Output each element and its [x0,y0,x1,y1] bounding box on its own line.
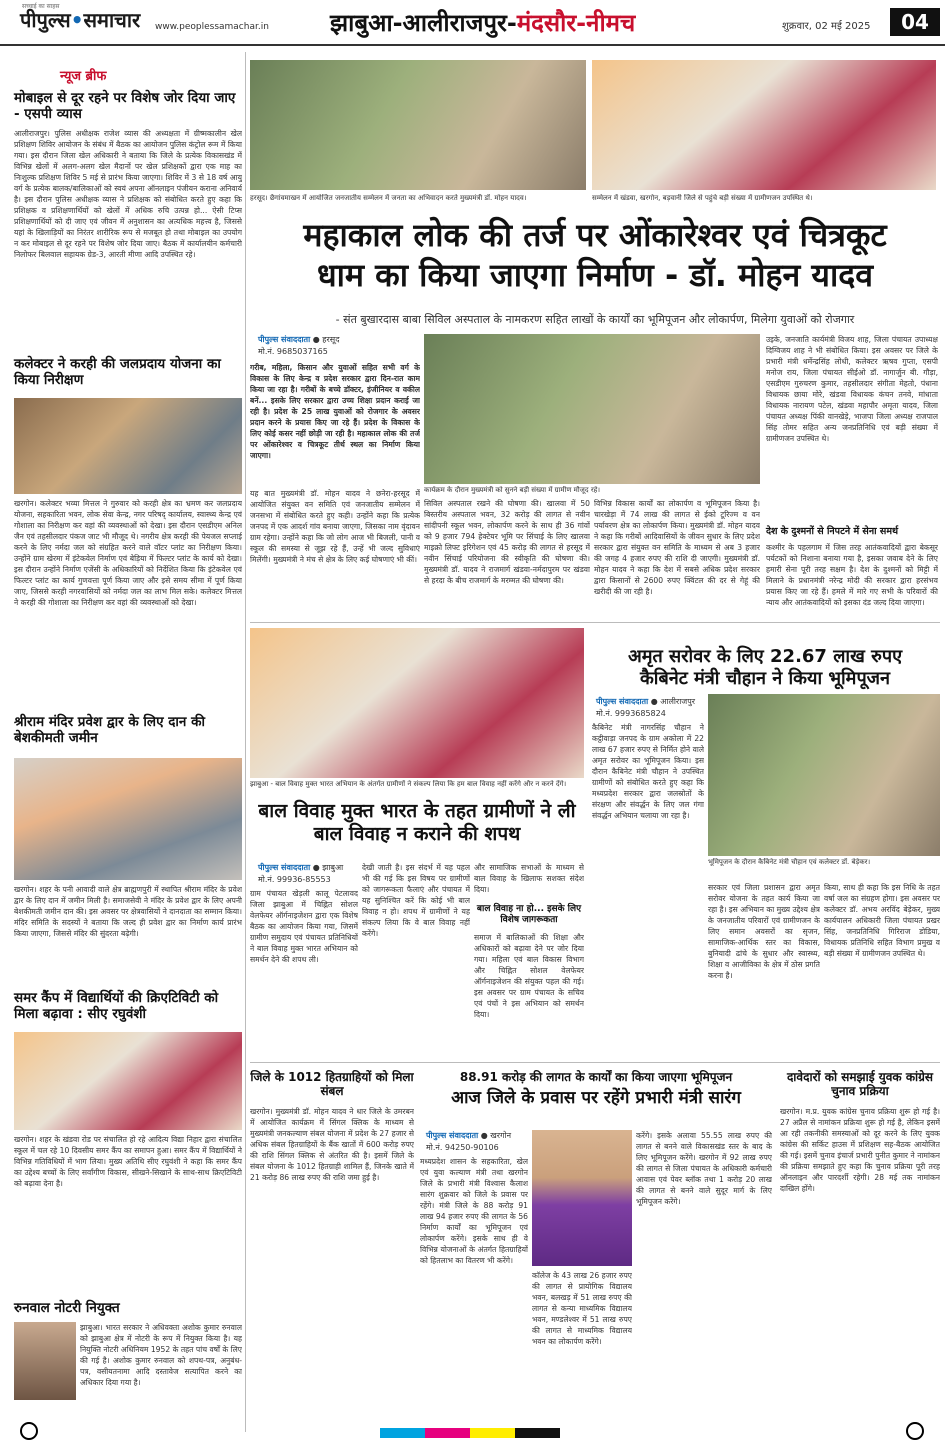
mobile-number: मो.नं. 94250-90106 [426,1143,499,1152]
prabhari-col3: करेंगे। इसके अलावा 55.55 लाख रुपए की लागत से बनने वाले विकासखंड स्तर के बाद के लिए भूमिपूजन करेंगे। खरगोन में 92 लाख रुपए की लागत से जिला पंचायत के अधिकारी कर्मचारी आवास एवं पेवर ब्लॉक तथा 1 करोड़ 20 लाख की लागत से बनने वाले सुदूर मार्ग के लिए भूमिपूजन करेंगे। [636,1131,772,1206]
amrit-headline-line2: कैबिनेट मंत्री चौहान ने किया भूमिपूजन [639,667,891,689]
story-photo [14,758,242,880]
story-headline[interactable]: मोबाइल से दूर रहने पर विशेष जोर दिया जाए - एसपी व्यास [14,90,236,123]
region-highlight: मंदसौर-नीमच [516,9,636,37]
section-divider [250,622,940,623]
lead-headline-line2: धाम का किया जाएगा निर्माण - डॉ. मोहन यादव [316,256,874,294]
column-divider [245,52,246,1432]
byline-place: हरसूद [322,335,340,344]
lead-headline[interactable] [250,215,940,295]
photo-caption: कार्यक्रम के दौरान मुख्यमंत्री को सुनने बड़ी संख्या में ग्रामीण मौजूद रहे। [424,486,601,494]
mobile-number: मो.नं. 99936-85553 [258,875,331,884]
sidebox-body: कश्मीर के पहलगाम में जिस तरह आतंकवादियों द्वारा बेकसूर पर्यटकों को निशाना बनाया गया है, इसका जवाब देने के लिए हमारी सेना पूरी तरह सक्षम है। देश के दुश्मनों को मिट्टी में मिलाने के प्रधानमंत्री नरेन्द्र मोदी की सरकार द्वारा हरसंभव प्रयास किए जा रहे हैं। हमले में मारे गए सभी के परिवारों की न्याय और आतंकवादियों को इसका दंड जल्द दिया जाएगा। [766,543,938,607]
website-link[interactable]: www.peoplessamachar.in [155,22,269,32]
child-marriage-photo [250,628,584,778]
story-photo [14,1032,242,1130]
mobile-number: मो.नं. 9685037165 [258,347,328,356]
story-photo [14,398,242,494]
photo-caption: हरसूद। छैगांवमाखन में आयोजित जनजातीय सम्मेलन में जनता का अभिवादन करते मुख्यमंत्री डॉ. मोहन यादव। [250,194,527,202]
byline-org: पीपुल्स संवाददाता [258,863,311,872]
lead-body-col1: यह बात मुख्यमंत्री डॉ. मोहन यादव ने छनेरा-हरसूद में आयोजित संयुक्त वन समिति एवं जनजातीय सम्मेलन में जनसभा में संबोधित करते हुए कही। उन्होंने कहा कि प्रत्येक जनपद में एक आदर्श गांव बनाया जाएगा, जिसका नाम वृंदावन ग्राम रहेगा। उन्होंने कहा कि जो लोग आज भी बिजली, पानी व स्कूल की समस्या से जूझ रहे हैं, उन्हें भी जल्द सुविधाएं मिलेंगी। मुख्यमंत्री ने मंच से क्षेत्र के लिए कई घोषणाएं भी कीं। [250,489,420,564]
child-marriage-box-body: समाज में बालिकाओं की शिक्षा और अधिकारों को बढ़ावा देने पर जोर दिया गया। महिला एवं बाल विकास विभाग और चिह्नित सोशल वेलफेयर ऑर्गनाइजेशन की संयुक्त पहल की गई। इस अवसर पर ग्राम पंचायत के सचिव एवं पंचों ने इस अभियान को समर्थन दिया। [474,933,584,1019]
lead-body-col4: उइके, जनजाति कार्यमंत्री विजय शाह, जिला पंचायत उपाध्यक्ष दिग्विजय शाह ने भी संबोधित किया। इस अवसर पर जिले के प्रभारी मंत्री धर्मेन्द्रसिंह लोधी, कलेक्टर ऋषव गुप्ता, एसपी मनोज राय, जिला पंचायत सीईओ डॉ. नागार्जुन बी. गौड़ा, एसडीएम गुरुचरण कुमार, तहसीलदार संगीता मेहतो, पंधाना विधायक छाया मोरे, खंडवा विधायक कंचन तनवे, मांधाता विधायक नारायण पटेल, खंडवा महापौर अमृता यादव, जिला पंचायत अध्यक्ष पिंकी वानखेड़े, भाजपा जिला अध्यक्ष राजपाल सिंह तोमर सहित अन्य जनप्रतिनिधि एवं बड़ी संख्या में ग्रामीणजन उपस्थित थे। [766,335,938,443]
byline: पीपुल्स संवाददाता ● झाबुआ [258,863,344,872]
youth-congress-headline[interactable]: दावेदारों को समझाई युवक कांग्रेस चुनाव प्रक्रिया [786,1070,934,1099]
prabhari-headline[interactable] [420,1070,772,1109]
byline: पीपुल्स संवाददाता ● हरसूद [258,335,340,344]
section-divider [250,1062,940,1063]
tagline: सच्चाई का साहस [22,3,60,10]
youth-congress-body: खरगोन। म.प्र. युवक कांग्रेस चुनाव प्रक्रिया शुरू हो गई है। 27 अप्रैल से नामांकन प्रक्रिया शुरू हो गई है, लेकिन इसमें आ रही तकनीकी समस्याओं को दूर करने के लिए युवक कांग्रेस की सर्किट हाउस में प्रशिक्षण सह-बैठक आयोजित की गई। इसमें चुनाव इंचार्ज प्रभारी पुनीत कुमार ने नामांकन की प्रक्रिया समझाते हुए कहा कि चुनाव प्रक्रिया पूरी तरह ऑनलाइन और पारदर्शी रहेगी। 28 मई तक नामांकन दाखिल होंगे। [780,1107,940,1193]
amrit-photo [708,694,940,856]
sidebox-headline[interactable]: देश के दुश्मनों से निपटने में सेना समर्थ [766,526,899,537]
prabhari-headline-line2: आज जिले के प्रवास पर रहेंगे प्रभारी मंत्री सारंग [451,1088,741,1109]
byline: पीपुल्स संवाददाता ● आलीराजपुर [596,697,696,706]
photo-caption: झाबुआ - बाल विवाह मुक्त भारत अभियान के अंतर्गत ग्रामीणों ने संकल्प लिया कि हम बाल विवाह नहीं करेंगे और न करने देंगे। [250,780,567,788]
byline-org: पीपुल्स संवाददाता [596,697,649,706]
lead-body-col3: विभिन्न विकास कार्यों का लोकार्पण व भूमिपूजन किया है। चारखेड़ा में 74 लाख की लागत से ईको टूरिज्म व वन पर्यावरण क्षेत्र का लोकार्पण किया। मुख्यमंत्री डॉ. मोहन यादव ने कहा कि गरीबों आदिवासियों के जीवन सुधार के लिए प्रदेश सरकार द्वारा संयुक्त वन समिति के माध्यम से अब 3 हजार की जगह 4 हजार रुपए की राशि दी जाएगी। मुख्यमंत्री डॉ. मोहन यादव ने कहा कि देश में सबसे अधिक प्रदेश सरकार द्वारा किसानों से 2600 रुपए क्विंटल की दर से गेहूं की खरीदी की जा रही है। [594,499,760,596]
story-body: खरगोन। शहर के पनी आवादी वाले क्षेत्र ब्राह्मणपुरी में स्थापित श्रीराम मंदिर के प्रवेश द्वार के लिए दान में जमीन मिली है। समाजसेवी ने मंदिर के प्रवेश द्वार के लिए अपनी बेशकीमती जमीन दान की। इस अवसर पर क्षेत्रवासियों ने दानदाता का सम्मान किया। मंदिर समिति के सदस्यों ने बताया कि जल्द ही प्रवेश द्वार का निर्माण कार्य प्रारंभ किया जाएगा, जिससे मंदिर की सुंदरता बढ़ेगी। [14,885,242,938]
hitgrahi-body: खरगोन। मुख्यमंत्री डॉ. मोहन यादव ने धार जिले के उमरबन में आयोजित कार्यक्रम में सिंगल क्लिक के माध्यम से मुख्यमंत्री जनकल्याण संबल योजना में प्रदेश के 27 हजार से अधिक संबल हितग्राहियों के बैंक खातों में 600 करोड़ रुपए की राशि सिंगल क्लिक से अंतरित की है। इसमें जिले के संबल योजना के 1012 हितग्राही शामिल हैं, जिनके खाते में 21 करोड़ 86 लाख रुपए की राशि जमा हुई है। [250,1107,414,1182]
prabhari-col2: कॉलेज के 43 लाख 26 हजार रुपए की लागत से प्रायोगिक विद्यालय भवन, बलखड़ में 51 लाख रुपए की लागत से कन्या माध्यमिक विद्यालय भवन, मण्डलेश्वर में 51 लाख रुपए की लागत से माध्यमिक विद्यालय भवन का लोकार्पण करेंगे। [532,1271,632,1346]
logo: पीपुल्स•समाचार [20,8,141,32]
logo-part1: पीपुल्स [20,8,71,32]
byline-place: खरगोन [490,1131,512,1140]
amrit-headline[interactable] [590,646,940,689]
story-headline[interactable]: समर कैंप में विद्यार्थियों की क्रिएटिविटी को मिला बढ़ावा : सीए रघुवंशी [14,990,219,1023]
color-bar-icon [380,1428,560,1438]
byline-org: पीपुल्स संवाददाता [258,335,311,344]
story-headline[interactable]: श्रीराम मंदिर प्रवेश द्वार के लिए दान की बेशकीमती जमीन [14,714,205,747]
page-number: 04 [890,8,940,36]
logo-part2: समाचार [83,8,141,32]
lead-headline-line1: महाकाल लोक की तर्ज पर ओंकारेश्वर एवं चित्रकूट [303,216,887,254]
story-headline[interactable]: कलेक्टर ने करही की जलप्रदाय योजना का किया निरीक्षण [14,356,221,389]
mobile-number: मो.नं. 9993685824 [596,709,666,718]
byline-org: पीपुल्स संवाददाता [426,1131,479,1140]
byline-place: झाबुआ [322,863,344,872]
top-photo-right [592,60,936,190]
lead-intro: गरीब, महिला, किसान और युवाओं सहित सभी वर्ग के विकास के लिए केन्द्र व प्रदेश सरकार द्वारा दिन-रात काम किया जा रहा है। गरीबों के बच्चे डॉक्टर, इंजीनियर व वकील बनें... इसके लिए सरकार द्वारा उच्च शिक्षा प्रदान कराई जा रही है। प्रदेश के 25 लाख युवाओं को रोजगार के अवसर प्रदान करने के प्रयास किए जा रहे हैं। प्रदेश के विकास के लिए कोई कसर नहीं छोड़ी जा रही है। महाकाल लोक की तर्ज पर ओंकारेश्वर व चित्रकूट तीर्थ स्थल का निर्माण किया जाएगा। [250,363,420,460]
lead-body-col2: सिविल अस्पताल रखने की घोषणा की। खालवा में 50 बिस्तरीय अस्पताल भवन, 32 करोड़ की लागत से नवीन सांदीपनी स्कूल भवन, लोकार्पण करने के साथ ही 36 गांवों को 9 हजार 794 हेक्टेयर भूमि पर सिंचाई के लिए खालवा माइक्रो लिफ्ट इरिगेशन एवं 45 करोड़ की लागत से हरसूद में नवीन सिंचाई परियोजना की स्वीकृति की घोषणा की। मुख्यमंत्री डॉ. यादव ने राजमार्ग खंडवा-नर्मदापुरम पर खंडवा से हरदा के बीच राजमार्ग के मरम्मत की घोषणा की। [424,499,590,585]
child-marriage-headline[interactable]: बाल विवाह मुक्त भारत के तहत ग्रामीणों ने ली बाल विवाह न कराने की शपथ [258,800,576,845]
amrit-headline-line1: अमृत सरोवर के लिए 22.67 लाख रुपए [627,646,903,667]
registration-mark-icon [906,1422,924,1440]
byline-place: आलीराजपुर [660,697,696,706]
issue-date: शुक्रवार, 02 मई 2025 [782,21,871,32]
top-photo-left [250,60,586,190]
photo-caption: सम्मेलन में खंडवा, खरगोन, बड़वानी जिले से पहुंचे बड़ी संख्या में ग्रामीणजन उपस्थित थे। [592,194,813,202]
child-marriage-col1: ग्राम पंचायत खेड़ली कालू पेटलावद जिला झाबुआ में चिह्नित सोशल वेलफेयर ऑर्गनाइजेशन द्वारा एक विशेष बैठक का आयोजन किया गया, जिसमें ग्रामीण समुदाय एवं पंचायत प्रतिनिधियों ने बाल विवाह मुक्त भारत अभियान को समर्थन देने की शपथ ली। [250,889,358,964]
registration-mark-icon [20,1422,38,1440]
amrit-col1: कैबिनेट मंत्री नागरसिंह चौहान ने कट्ठीवाड़ा जनपद के ग्राम अकोला में 22 लाख 67 हजार रुपए से निर्मित होने वाले अमृत सरोवर का भूमिपूजन किया। इस दौरान कैबिनेट मंत्री चौहान ने उपस्थित ग्रामीणों को संबोधित करते हुए कहा कि मध्यप्रदेश सरकार द्वारा जलस्रोतों के संरक्षण और संवर्द्धन के लिए जल गंगा संवर्द्धन अभियान चलाया जा रहा है। [592,723,704,820]
child-marriage-col3: और सामाजिक सभाओं के माध्यम से बाल विवाह के खिलाफ सशक्त संदेश दिया। [474,863,584,894]
story-body: आलीराजपुर। पुलिस अधीक्षक राजेश व्यास की अध्यक्षता में ग्रीष्मकालीन खेल प्रशिक्षण शिविर आयोजन के संबंध में बैठक का आयोजन पुलिस कंट्रोल रूम में किया गया। इस दौरान जिला खेल अधिकारी ने बताया कि जिले के प्रत्येक विकासखंड में विभिन्न खेलों में अलग-अलग खेल मैदानों पर खेल प्रशिक्षकों द्वारा एक माह का निःशुल्क प्रशिक्षण शिविर 5 मई से प्रारंभ किया जाएगा। शिविर में 3 से 18 वर्ष आयु वर्ग के प्रत्येक बालक/बालिकाओं को स्वयं अपना ऑनलाइन पंजीयन कराना अनिवार्य है। इस दौरान पुलिस अधीक्षक व्यास ने प्रशिक्षक को संबोधित करते हुए कहा कि प्रशिक्षक व प्रशिक्षणार्थियों को खेलों में अधिक रुचि उत्पन्न हो... ऐसी टिप्स प्रशिक्षणार्थियों को दी जाए एवं जीवन में अनुशासन का अत्यधिक महत्त्व है, जिससे यहां के खिलाड़ियों का निरंतर शारीरिक रूप से मजबूत हो तथा मोबाइल का उपयोग न कर मोबाइल से दूर रहने पर विशेष जोर दिया जाए। बैठक में कार्यालयीन कर्मचारी निलोफर बिलवाल सहायक ग्रेड-3, आरती मीणा आदि उपस्थित रहे। [14,129,242,259]
minister-portrait [532,1130,632,1266]
prabhari-headline-line1: 88.91 करोड़ की लागत के कार्यों का किया जाएगा भूमिपूजन [459,1070,733,1084]
child-marriage-box-headline[interactable]: बाल विवाह ना हो... इसके लिए विशेष जागरूकता [476,904,582,925]
masthead [0,0,945,46]
region-title [330,6,635,39]
prabhari-col1: मध्यप्रदेश शासन के सहकारिता, खेल एवं युवा कल्याण मंत्री तथा खरगोन जिले के प्रभारी मंत्री विश्वास कैलाश सारंग शुक्रवार को जिले के प्रवास पर रहेंगे। मंत्री जिले के 88 करोड़ 91 लाख 94 हजार रुपए की लागत के 56 निर्माण कार्यों का भूमिपूजन एवं लोकार्पण करेंगे। इसके साथ ही वे विभिन्न योजनाओं के अंतर्गत हितग्राहियों को हितलाभ का वितरण भी करेंगे। [420,1157,528,1265]
story-headline[interactable]: रुनवाल नोटरी नियुक्त [14,1300,120,1316]
news-brief-label: न्यूज ब्रीफ [60,69,107,84]
hitgrahi-headline[interactable]: जिले के 1012 हितग्राहियों को मिला संबल [250,1070,414,1099]
byline: पीपुल्स संवाददाता ● खरगोन [426,1131,512,1140]
region-main: झाबुआ-आलीराजपुर- [330,9,517,37]
story-body: खरगोन। शहर के खंडवा रोड पर संचालित हो रहे आदित्य विद्या निहार द्वारा संचालित स्कूल में चल रहे 10 दिवसीय समर कैंप का समापन हुआ। समर कैंप में विद्यार्थियों ने विभिन्न गतिविधियों में भाग लिया। मुख्य अतिथि सीए रघुवंशी ने कहा कि समर कैंप का उद्देश्य बच्चों के लिए सर्वांगीण विकास, सीखने-सिखाने के साथ-साथ क्रिएटिविटी को बढ़ावा देना है। [14,1135,242,1188]
amrit-col2: सरकार एवं जिला प्रशासन द्वारा अमृत सरोवर योजना के तहत कार्य किया जा रहा है। इस अभियान का मुख्य उद्देश्य क्षेत्र के जनजातीय परिवारों एवं ग्रामीणजन के लिए समान अवसरों का सृजन, सामाजिक-आर्थिक स्तर का विकास, बुनियादी ढांचे के सुधार और स्वास्थ्य, शिक्षा व आजीविका के क्षेत्र में ठोस प्रगति करना है। [708,883,820,980]
amrit-col3: किया, साथ ही कहा कि इस निधि के तहत वर्षा जल का संग्रहण होगा। इस अवसर पर कलेक्टर डॉ. अभय अरविंद बेड़ेकर, मुख्य कार्यपालन अधिकारी जिला पंचायत प्रखर सिंह, जनप्रतिनिधि गिरिराज डोडिया, विधायक प्रतिनिधि सहित विभाग प्रमुख व बड़ी संख्या में ग्रामीणजन उपस्थित थे। [824,883,940,958]
lead-subhead: - संत बुखारदास बाबा सिविल अस्पताल के नामकरण सहित लाखों के कार्यों का भूमिपूजन और लोकार्पण, मिलेगा युवाओं को रोजगार [335,313,855,326]
lead-photo [424,334,760,484]
story-body: खरगोन। कलेक्टर भव्या मित्तल ने गुरुवार को करही क्षेत्र का भ्रमण कर जलप्रदाय योजना, सहकारिता भवन, लोक सेवा केन्द्र, नगर परिषद् कार्यालय, स्वास्थ्य केन्द्र एवं गोशाला का निरीक्षण कर वहां की व्यवस्थाओं को देखा। इस दौरान एसडीएम अनिल जैन एवं तहसीलदार पंकज जाट भी मौजूद थे। नगरीय क्षेत्र करही की पेयजल सप्लाई करने के लिए नर्मदा जल को संग्रहित करने वाले वॉटर प्लांट का निरीक्षण किया। उन्होंने ग्राम खेरमा में इंटेकवेल निर्माण एवं बेड़िया में फिल्टर प्लांट के कार्य को देखा। इस दौरान उन्होंने निर्माण एजेंसी के अधिकारियों को निर्देशित किया कि इंटेकवेल एवं फिल्टर प्लांट का कार्य गुणवत्ता पूर्ण किया जाए और इसे समय सीमा में पूर्ण किया जाए, जिससे करही नगरवासियों को नर्मदा जल का लाभ मिल सके। कलेक्टर मित्तल ने करही की गोशाला का निरीक्षण कर वहां की व्यवस्थाओं को देखा। [14,499,242,607]
photo-caption: भूमिपूजन के दौरान कैबिनेट मंत्री चौहान एवं कलेक्टर डॉ. बेड़ेकर। [708,858,871,866]
portrait-photo [14,1322,76,1400]
story-body: झाबुआ। भारत सरकार ने अधिवक्ता अशोक कुमार रुनवाल को झाबुआ क्षेत्र में नोटरी के रूप में नियुक्त किया है। यह नियुक्ति नोटरी अधिनियम 1952 के तहत पांच वर्षों के लिए की गई है। अशोक कुमार रुनवाल को शपथ-पत्र, अनुबंध-पत्र, वसीयतनामा आदि दस्तावेज सत्यापित करने का अधिकार दिया गया है। [80,1323,242,1387]
child-marriage-col2: देखी जाती है। इस संदर्भ में यह पहल भी की गई कि इस विषय पर ग्रामीणों को जागरूकता फैलाएं और पंचायत में यह सुनिश्चित करें कि कोई भी बाल विवाह न हो। शपथ में ग्रामीणों ने यह संकल्प लिया कि वे बाल विवाह नहीं करेंगे। [362,863,470,938]
